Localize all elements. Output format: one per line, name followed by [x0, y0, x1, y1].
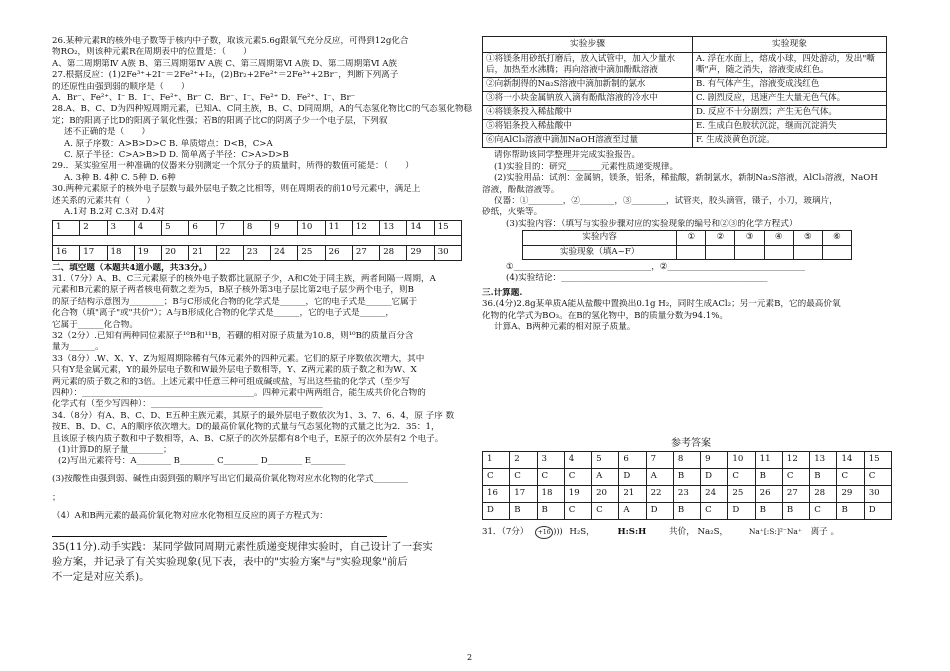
answer-key-cell: 21	[619, 485, 646, 502]
q31-answer-h2s: H₂S，	[569, 526, 595, 537]
answer-key-cell: D	[864, 502, 891, 519]
q28-line1: 28.A、B、C、D为四种短周期元素，已知A、C同主族，B、C、D同周期，A的气态氢化物比C的气态氢化物稳	[52, 104, 472, 115]
answer-grid-cell: 24	[271, 245, 298, 260]
q31-line5: 它属于______化合物。	[52, 319, 138, 330]
q33-line3: 两元素的质子数之和的3倍。上述元素中任意三种可组成碱或盐，写出这些盐的化学式（至少写	[52, 376, 410, 387]
answer-grid-cell: 13	[380, 220, 407, 235]
answer-grid-cell: 1	[53, 220, 80, 235]
page-number: 2	[467, 653, 473, 662]
q32-line1: 32（2分）.已知有两种同位素原子¹⁰B和¹¹B，若硼的相对原子质量为10.8，则¹⁰B的质量百分含	[52, 330, 414, 341]
answer-key-cell: 19	[564, 485, 591, 502]
answer-key-cell: 14	[837, 451, 864, 468]
answer-key-cell: 20	[592, 485, 619, 502]
answer-grid-cell: 7	[216, 220, 243, 235]
answer-key-cell: 5	[592, 451, 619, 468]
answer-key-cell: D	[646, 502, 673, 519]
q31-line4: 化合物（填"离子"或"共价"）；A与B形成化合物的化学式是______，它的电子式是______，	[52, 308, 395, 319]
answer-key-cell: B	[510, 502, 537, 519]
answer-grid-cell: 2	[80, 220, 107, 235]
answer-key-cell: C	[864, 468, 891, 485]
experiment-step: ②向新制得的Na₂S溶液中滴加新制的氯水	[483, 78, 693, 92]
q30-line1: 30.两种元素原子的核外电子层数与最外层电子数之比相等，则在周期表的前10号元素中，满足上	[52, 184, 421, 195]
answer-key-cell: 29	[837, 485, 864, 502]
q31-answer-covalent: 共价， Na₂S，	[669, 526, 729, 537]
answer-key-cell: 27	[782, 485, 809, 502]
answer-key-cell: A	[646, 468, 673, 485]
experiment-row	[483, 134, 887, 148]
answer-grid-cell: 19	[134, 245, 161, 260]
q28-options2: C. 原子半径：C>A>B>D D. 简单离子半径：C>A>D>B	[64, 150, 289, 161]
content-table-cell	[706, 245, 735, 259]
answer-grid-cell: 11	[325, 220, 352, 235]
answer-grid-cell: 16	[53, 245, 80, 260]
answer-grid-cell: 9	[271, 220, 298, 235]
q26-line1: 26.某种元素R的核外电子数等于核内中子数，取该元素5.6g跟氧气充分反应，可得到12g化合	[52, 36, 409, 46]
experiment-step: ⑤将铝条投入稀盐酸中	[483, 120, 693, 134]
answer-key-cell: 23	[673, 485, 700, 502]
q34-line5: (2)写出元素符号：A________ B________ C________ D________ E________	[58, 456, 346, 467]
answer-grid-cell: 28	[380, 245, 407, 260]
answer-key-cell: D	[728, 502, 755, 519]
exp-head-steps: 实验步骤	[483, 37, 693, 53]
answer-grid-cell: 30	[434, 245, 461, 260]
answer-key-cell: 25	[728, 485, 755, 502]
q34-line6: (3)按酸性由强到弱、碱性由弱到强的顺序写出它们最高价氧化物对应水化物的化学式________	[52, 473, 408, 484]
answer-key-cell: C	[510, 468, 537, 485]
content-table-cell: 实验现象（填A~F）	[523, 245, 677, 259]
report-line5: 仪器：①________，②________，③________，试管夹，胶头滴管，镊子，小刀，玻璃片，	[494, 196, 838, 207]
experiment-row	[483, 92, 887, 106]
q26-line2: 物RO₂，则该种元素R在周期表中的位置是：（ ）	[52, 47, 252, 58]
content-table-cell: ②	[706, 231, 735, 245]
answer-grid-cell: 8	[243, 220, 270, 235]
answer-key-cell: 7	[646, 451, 673, 468]
q34-line4: (1)计算D的原子量________；	[58, 445, 172, 455]
answer-grid-cell: 18	[107, 245, 134, 260]
q36-line2: 化物的化学式为BO₃。在B的氢化物中，B的质量分数为94.1%。	[482, 310, 728, 321]
q33-line4: 四种）：________________________________________。四种元素中两两组合，能生成共价化合物的	[52, 387, 426, 398]
answer-key-cell: 11	[755, 451, 782, 468]
answer-key-cell: 18	[537, 485, 564, 502]
answer-key-cell: 15	[864, 451, 891, 468]
answer-key-cell: A	[592, 468, 619, 485]
answer-key-cell: 26	[755, 485, 782, 502]
q35-line1: 35(11分).动手实践：某同学做同周期元素性质递变规律实验时，自己设计了一套实	[52, 541, 433, 554]
experiment-step: ③将一小块金属钠放入滴有酚酞溶液的冷水中	[483, 92, 693, 106]
content-table-cell	[793, 245, 822, 259]
content-table-cell	[822, 245, 851, 259]
nucleus-circle: +16	[535, 526, 553, 539]
report-line2: (1)实验目的：研究________元素性质递变规律。	[494, 161, 679, 172]
experiment-phenomenon: D. 反应不十分剧烈；产生无色气体。	[693, 106, 887, 120]
answer-key-cell: C	[701, 502, 728, 519]
answer-key-cell: 28	[810, 485, 837, 502]
sulfur-structure-diagram	[535, 526, 562, 539]
q35-line2: 验方案，并记录了有关实验现象(见下表，表中的"实验方案"与"实验现象"前后	[52, 556, 408, 569]
answer-key-cell: 17	[510, 485, 537, 502]
h2s-lewis: H:S:H	[617, 526, 647, 537]
answer-key-cell: C	[564, 468, 591, 485]
q34-line8: （4）A和B两元素的最高价氧化物对应水化物相互反应的离子方程式为：	[52, 510, 328, 521]
answer-key-cell: B	[755, 468, 782, 485]
answer-key-cell: C	[810, 502, 837, 519]
q34-line2: 按E、B、D、C、A的顺序依次增大。D的最高价氧化物的式量与气态氢化物的式量之比为2．35：1，	[52, 422, 440, 433]
q30-line2: 述关系的元素共有（ ）	[52, 195, 156, 206]
answer-key-cell: B	[837, 502, 864, 519]
answer-grid-cell: 4	[134, 220, 161, 235]
answer-key-cell: 10	[728, 451, 755, 468]
q31-answer-ionic: 离子 。	[810, 526, 840, 537]
q33-line2: 只有Y是金属元素，Y的最外层电子数和W最外层电子数相等，Y、Z两元素的质子数之和为W、X	[52, 365, 417, 376]
answer-key-cell: B	[810, 468, 837, 485]
answer-key-cell: 24	[701, 485, 728, 502]
report-line8: ①________________________________，②________________________________	[506, 262, 806, 273]
answer-key-cell: 6	[619, 451, 646, 468]
q31-answer	[482, 526, 900, 539]
answer-grid-cell: 10	[298, 220, 325, 235]
answer-key-cell: 2	[510, 451, 537, 468]
q31-line2: 元素和B元素的原子两者核电荷数之差为5，B原子核外第3电子层比第2电子层少两个电子，则B	[52, 285, 414, 296]
experiment-phenomenon: C. 剧烈反应，迅速产生大量无色气体。	[693, 92, 887, 106]
content-table-cell: 实验内容	[523, 231, 677, 245]
experiment-row	[483, 106, 887, 120]
content-table-cell	[677, 245, 706, 259]
content-table-cell: ⑥	[822, 231, 851, 245]
answer-grid-cell: 22	[216, 245, 243, 260]
answer-key-cell: C	[728, 468, 755, 485]
q31-line3: 的原子结构示意图为________；B与C形成化合物的化学式是______，它的电子式是______它属于	[52, 296, 418, 307]
answer-key-cell: 13	[810, 451, 837, 468]
shell-arcs: )))	[553, 526, 563, 536]
answer-key-cell: 4	[564, 451, 591, 468]
q27-line1: 27.根据反应：(1)2Fe³⁺+2I⁻＝2Fe²⁺+I₂，(2)Br₂+2Fe²⁺＝2Fe³⁺+2Br⁻，判断下列离子	[52, 70, 399, 81]
experiment-phenomenon: B. 有气体产生，溶液变成浅红色	[693, 78, 887, 92]
q29-options: A. 3种 B. 4种 C. 5种 D. 6种	[64, 172, 176, 183]
q29-line1: 29.．某实验室用一种准确的仪器来分别测定一个氘分子的质量时，所得的数值可能是：（ ）	[52, 161, 414, 172]
right-column	[482, 36, 900, 539]
q30-options: A.1对 B.2对 C.3对 D.4对	[64, 207, 165, 218]
answer-key-cell: B	[673, 468, 700, 485]
content-table-cell: ①	[677, 231, 706, 245]
answer-grid-cell: 12	[352, 220, 379, 235]
q33-line1: 33（8分）.W、X、Y、Z为短周期除稀有气体元素外的四种元素。它们的原子序数依次增大，其中	[52, 353, 425, 364]
answer-key-cell: C	[592, 502, 619, 519]
experiment-phenomenon: E. 生成白色胶状沉淀，继而沉淀消失	[693, 120, 887, 134]
answer-key-cell: D	[701, 468, 728, 485]
content-table-cell: ④	[764, 231, 793, 245]
q31-line1: 31.（7分）A、B、C三元素原子的核外电子数都比氩原子少，A和C处于同主族，两者间隔一周期，A	[52, 273, 436, 284]
section-2-title: 二、填空题（本题共4道小题，共33分。）	[52, 262, 212, 273]
answer-grid-cell: 6	[189, 220, 216, 235]
answer-key-cell: C	[782, 468, 809, 485]
q36-line3: 计算A、B两种元素的相对原子质量。	[494, 322, 636, 333]
answer-key-cell: 1	[483, 451, 510, 468]
answer-grid-cell: 5	[162, 220, 189, 235]
q31-answer-label: 31．（7分）	[482, 526, 529, 537]
na2s-lewis: Na⁺[:S:]²⁻Na⁺	[748, 526, 802, 536]
answer-grid-cell: 25	[298, 245, 325, 260]
experiment-row	[483, 120, 887, 134]
q28-line2: 定；B的阳离子比D的阳离子氧化性强；若B的阳离子比C的阴离子少一个电子层，下列叙	[52, 115, 388, 126]
experiment-phenomenon: A. 浮在水面上，熔成小球，四处游动，发出"嘶嘶"声，随之消失，溶液变成红色。	[693, 53, 887, 78]
report-line6: 砂纸，火柴等。	[482, 207, 543, 218]
answer-key-cell: D	[483, 502, 510, 519]
q34-line3: 且该原子核内质子数和中子数相等，A、B、C原子的次外层都有8个电子，E原子的次外层有2 个电子。	[52, 433, 444, 444]
report-line9: (4)实验结论：________________________________________________	[506, 273, 768, 284]
answer-grid-cell: 15	[434, 220, 461, 235]
report-line3: (2)实验用品：试剂：金属钠，镁条，铝条，稀盐酸，新制氯水，新制Na₂S溶液，AlCl₃溶液，NaOH	[494, 173, 878, 184]
q27-options: A．Br⁻、Fe²⁺、I⁻ B．I⁻、Fe²⁺、Br⁻ C．Br⁻、I⁻、Fe²⁺ D．Fe²⁺、I⁻、Br⁻	[52, 93, 356, 104]
q26-options: A、第二周期第Ⅳ A族 B、第三周期第Ⅳ A族 C、第三周期第Ⅵ A族 D、第二周期第Ⅵ A族	[52, 58, 398, 69]
experiment-step: ⑥向AlCl₃溶液中滴加NaOH溶液至过量	[483, 134, 693, 148]
experiment-step: ①将镁条用砂纸打磨后，放入试管中，加入少量水后，加热至水沸腾；再向溶液中滴加酚酞溶液	[483, 53, 693, 78]
answer-grid-cell: 29	[407, 245, 434, 260]
content-table-cell: ③	[735, 231, 764, 245]
experiment-table	[482, 36, 887, 148]
answer-grid-cell: 3	[107, 220, 134, 235]
answer-key-cell: 22	[646, 485, 673, 502]
report-line4: 溶液，酚酞溶液等。	[482, 184, 560, 195]
q35-line3: 不一定是对应关系)。	[52, 571, 150, 584]
answer-key-cell: B	[755, 502, 782, 519]
answer-key-cell: 3	[537, 451, 564, 468]
answer-key-title: 参考答案	[671, 437, 711, 449]
q34-line7: ；	[52, 493, 61, 504]
q34-answer-line	[52, 522, 387, 537]
answer-key-cell: D	[619, 468, 646, 485]
report-line7: (3)实验内容：（填写与实验步骤对应的实验现象的编号和②③的化学方程式）	[506, 218, 798, 229]
exp-head-phenomena: 实验现象	[693, 37, 887, 53]
answer-key-cell: B	[673, 502, 700, 519]
answer-grid-cell: 21	[189, 245, 216, 260]
answer-key-table	[482, 451, 892, 520]
q27-line2: 的还原性由强到弱的顺序是（ ）	[52, 81, 190, 92]
experiment-phenomenon: F. 生成淡黄色沉淀。	[693, 134, 887, 148]
left-column	[52, 36, 472, 585]
answer-key-cell: B	[537, 502, 564, 519]
report-line1: 请你帮助该同学整理并完成实验报告。	[494, 150, 641, 161]
section-3-title: 三.计算题.	[482, 287, 523, 298]
answer-key-cell: 12	[782, 451, 809, 468]
answer-grid-cell: 17	[80, 245, 107, 260]
answer-grid-cell: 27	[352, 245, 379, 260]
q33-line5: 化学式有（至少写四种）：________________________________________	[52, 399, 323, 410]
q28-options1: A. 原子序数：A>B>D>C B. 单质熔点：D<B，C>A	[64, 138, 273, 149]
experiment-row	[483, 53, 887, 78]
experiment-step: ④将镁条投入稀盐酸中	[483, 106, 693, 120]
experiment-content-table	[522, 230, 852, 260]
answer-grid-cell: 14	[407, 220, 434, 235]
answer-key-cell: C	[483, 468, 510, 485]
experiment-row	[483, 78, 887, 92]
answer-key-cell: C	[837, 468, 864, 485]
q36-line1: 36.(4分)2.8g某单质A能从盐酸中置换出0.1g H₂，同时生成ACl₂；另一元素B，它的最高价氧	[482, 299, 841, 310]
answer-grid-cell: 20	[162, 245, 189, 260]
answer-key-cell: C	[537, 468, 564, 485]
answer-key-cell: 9	[701, 451, 728, 468]
answer-key-cell: B	[782, 502, 809, 519]
answer-key-cell: 16	[483, 485, 510, 502]
q28-line3: 述不正确的是（ ）	[64, 127, 150, 138]
q32-line2: 量为______。	[52, 342, 104, 353]
content-table-cell	[764, 245, 793, 259]
answer-key-cell: C	[564, 502, 591, 519]
content-table-cell: ⑤	[793, 231, 822, 245]
answer-grid-cell: 26	[325, 245, 352, 260]
content-table-cell	[735, 245, 764, 259]
answer-grid	[52, 220, 462, 261]
answer-grid-cell: 23	[243, 245, 270, 260]
q34-line1: 34.（8分）有A、B、C、D、E五种主族元素，其原子的最外层电子数依次为1、3、7、6、4，原 子序 数	[52, 410, 455, 421]
answer-key-cell: 30	[864, 485, 891, 502]
answer-key-cell: A	[619, 502, 646, 519]
answer-key-cell: 8	[673, 451, 700, 468]
